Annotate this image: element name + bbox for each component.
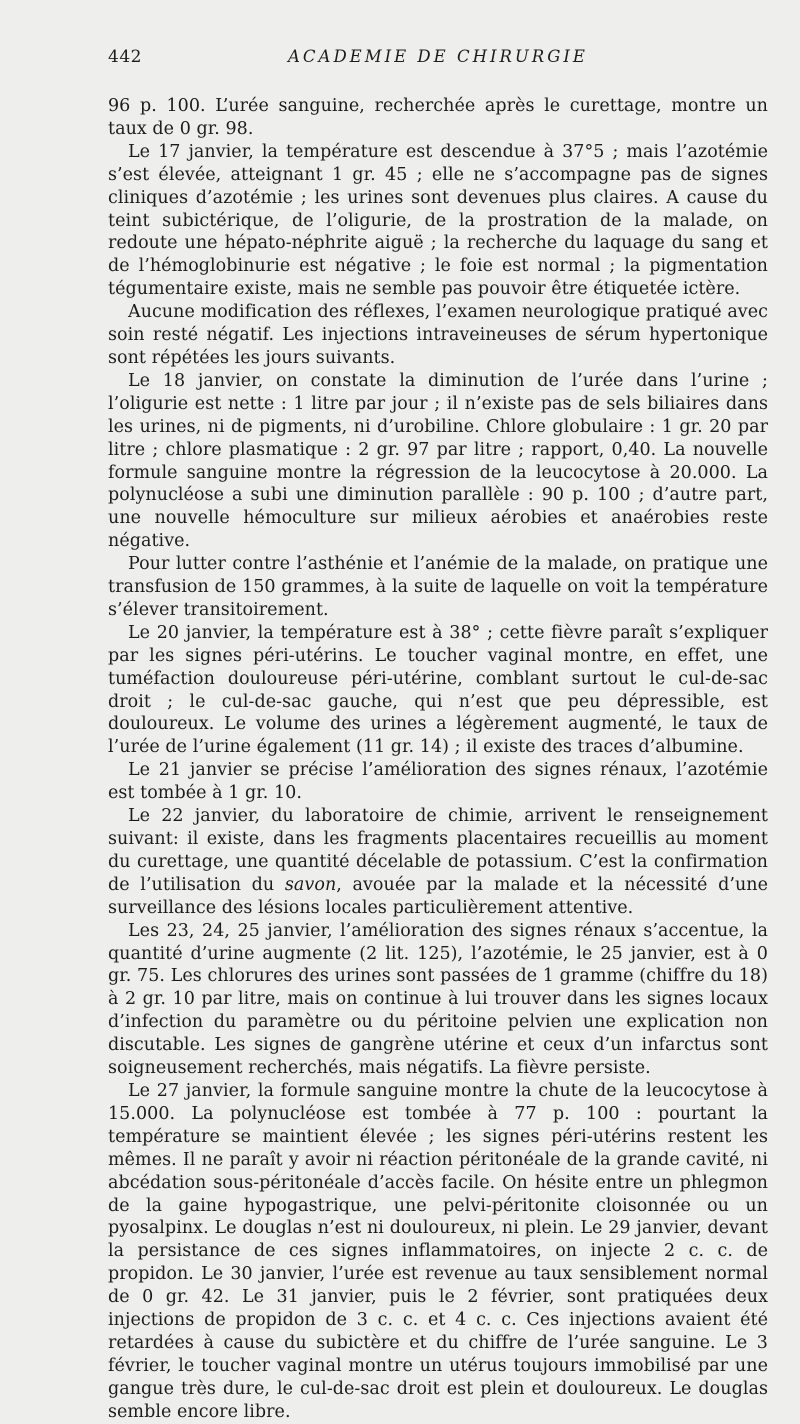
paragraph-21-janvier: Le 21 janvier se précise l’amélioration des signes rénaux, l’azotémie est tombée à 1 gr. 10.	[108, 760, 768, 804]
paragraph-22-janvier-text: Le 22 janvier, du laboratoire de chimie, arrivent le renseignement suivant: il existe, dans les fragments placentaires recueillis au moment du curettage, une quantité décelable de potassium. C’est la confirmation de l’utilisation du	[108, 806, 768, 895]
running-title: ACADEMIE DE CHIRURGIE	[288, 47, 588, 66]
paragraph-20-janvier: Le 20 janvier, la température est à 38° ; cette fièvre paraît s’expliquer par les signes péri-utérins. Le toucher vaginal montre, en effet, une tuméfaction douloureuse péri-utérine, comblant surtout le cul-de-sac droit ; le cul-de-sac gauche, qui n’est que peu dépressible, est douloureux. Le volume des urines a légèrement augmenté, le taux de l’urée de l’urine également (11 gr. 14) ; il existe des traces d’albumine.	[108, 622, 768, 758]
italic-word-savon: savon	[284, 874, 337, 895]
paragraph-22-janvier	[108, 805, 768, 920]
paragraph-transfusion: Pour lutter contre l’asthénie et l’anémie de la malade, on pratique une transfusion de 150 grammes, à la suite de laquelle on voit la température s’élever transitoirement.	[108, 554, 768, 620]
paragraph-continued: 96 p. 100. L’urée sanguine, recherchée après le curettage, montre un taux de 0 gr. 98.	[108, 96, 768, 139]
paragraph-18-janvier: Le 18 janvier, on constate la diminution de l’urée dans l’urine ; l’oligurie est nette : 1 litre par jour ; il n’existe pas de sels biliaires dans les urines, ni de pigments, ni d’urobiline. Chlore globulaire : 1 gr. 20 par litre ; chlore plasmatique : 2 gr. 97 par litre ; rapport, 0,40. La nouvelle formule sanguine montre la régression de la leucocytose à 20.000. La polynucléose a subi une diminution parallèle : 90 p. 100 ; d’autre part, une nouvelle hémoculture sur milieux aérobies et anaérobies reste négative.	[108, 370, 768, 552]
paragraph-27-janvier: Le 27 janvier, la formule sanguine montre la chute de la leucocytose à 15.000. La polynucléose est tombée à 77 p. 100 : pourtant la température se maintient élevée ; les signes péri-utérins restent les mêmes. Il ne paraît y avoir ni réaction péritonéale de la grande cavité, ni abcédation sous-péritonéale d’accès facile. On hésite entre un phlegmon de la gaine hypogastrique, une pelvi-péritonite cloisonnée ou un pyosalpinx. Le douglas n’est ni douloureux, ni plein. Le 29 janvier, devant la persistance de ces signes inflammatoires, on injecte 2 c. c. de propidon. Le 30 janvier, l’urée est revenue au taux sensiblement normal de 0 gr. 42. Le 31 janvier, puis le 2 février, sont pratiquées deux injections de propidon de 3 c. c. et 4 c. c. Ces injections avaient été retardées à cause du subictère et du chiffre de l’urée sanguine. Le 3 février, le toucher vaginal montre un utérus toujours immobilisé par une gangue très dure, le cul-de-sac droit est plein et douloureux. Le douglas semble encore libre.	[108, 1080, 768, 1422]
paragraph-17-janvier: Le 17 janvier, la température est descendue à 37°5 ; mais l’azotémie s’est élevée, atteignant 1 gr. 45 ; elle ne s’accompagne pas de signes cliniques d’azotémie ; les urines sont devenues plus claires. A cause du teint subictérique, de l’oligurie, de la prostration de la malade, on redoute une hépato-néphrite aiguë ; la recherche du laquage du sang et de l’hémoglobinurie est négative ; le foie est normal ; la pigmentation tégumentaire existe, mais ne semble pas pouvoir être étiquetée ictère.	[108, 141, 768, 300]
page-number: 442	[108, 47, 142, 67]
paragraph-reflexes: Aucune modification des réflexes, l’examen neurologique pratiqué avec soin resté négatif. Les injections intraveineuses de sérum hypertonique sont répétées les jours suivants.	[108, 302, 768, 368]
body-text	[108, 95, 768, 1424]
page-header	[108, 47, 768, 73]
paragraph-23-25-janvier: Les 23, 24, 25 janvier, l’amélioration des signes rénaux s’accentue, la quantité d’urine augmente (2 lit. 125), l’azotémie, le 25 janvier, est à 0 gr. 75. Les chlorures des urines sont passées de 1 gramme (chiffre du 18) à 2 gr. 10 par litre, mais on continue à lui trouver dans les signes locaux d’infection du paramètre ou du péritoine pelvien une explication non discutable. Les signes de gangrène utérine et ceux d’un infarctus sont soigneusement recherchés, mais négatifs. La fièvre persiste.	[108, 920, 768, 1079]
paragraph-22-janvier-tail: , avouée par la malade et la nécessité d’une surveillance des lésions locales particulièrement attentive.	[108, 874, 768, 918]
